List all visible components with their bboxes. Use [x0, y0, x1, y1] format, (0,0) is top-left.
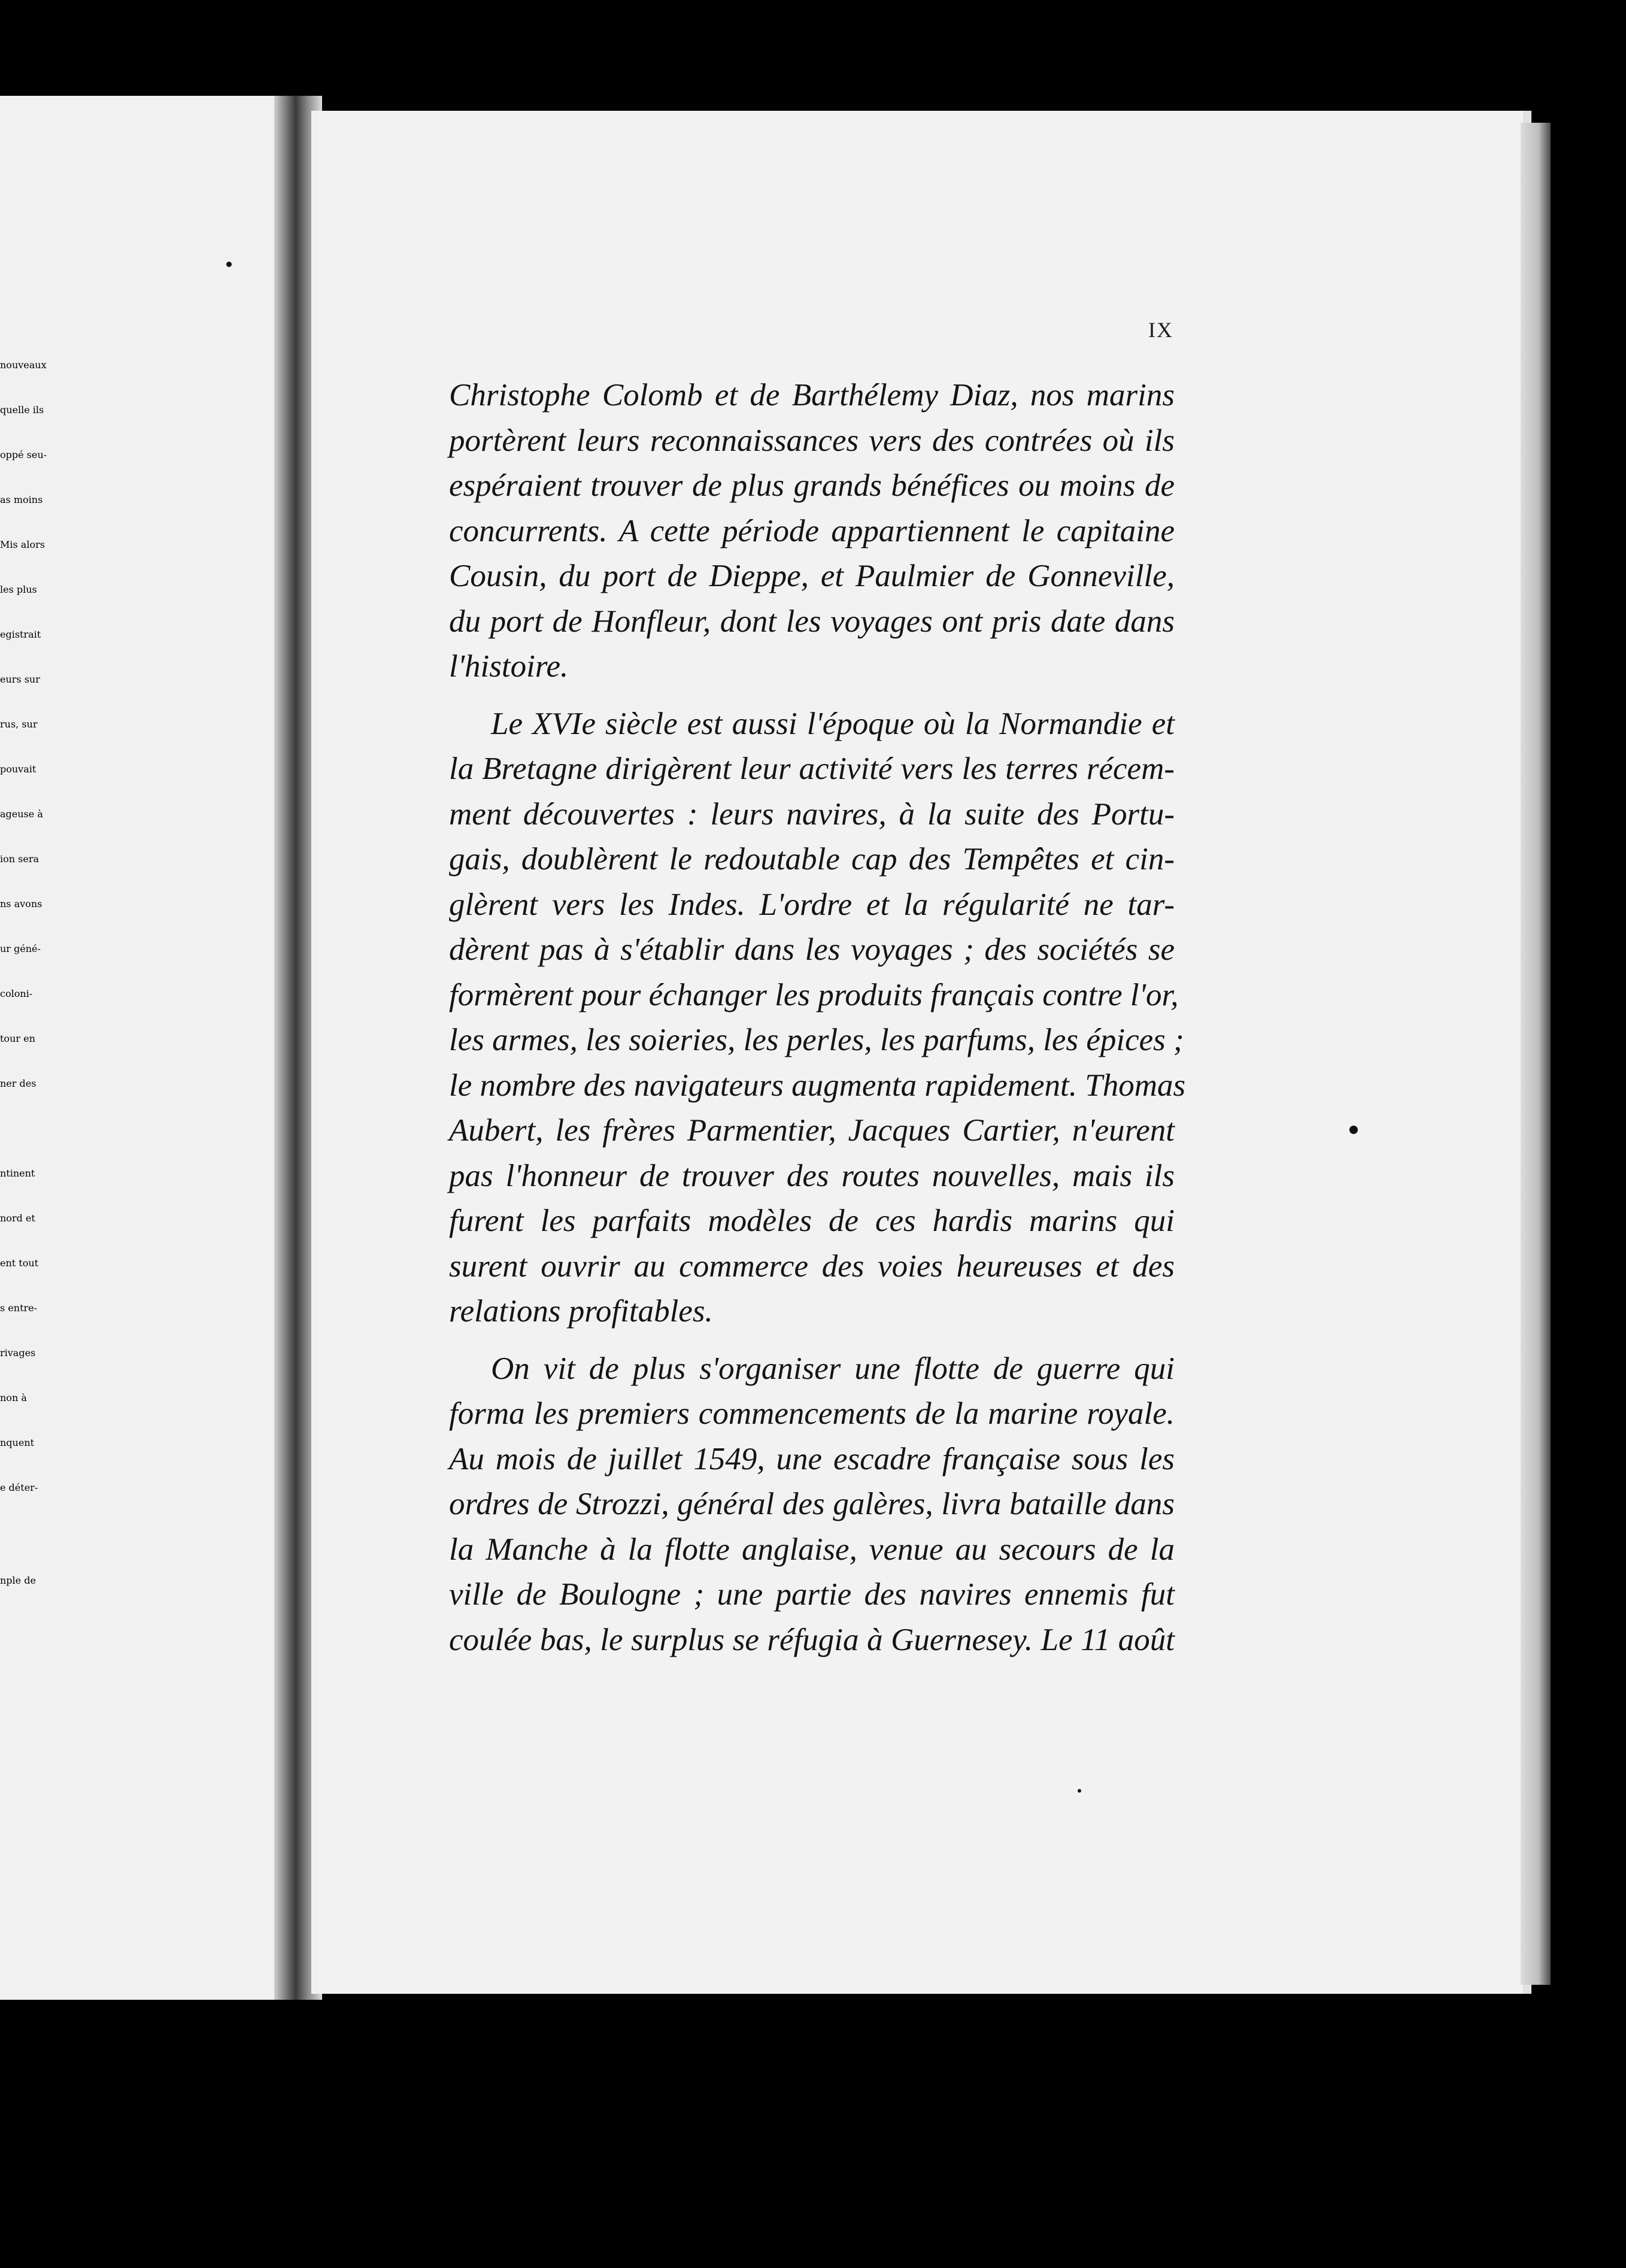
text-line: Au mois de juillet 1549, une escadre française sous les — [449, 1441, 1175, 1476]
left-text-line: pouvait — [0, 763, 37, 775]
left-page — [0, 96, 278, 2000]
left-text-line: nord et — [0, 1212, 35, 1224]
text-line: la Manche à la flotte anglaise, venue au secours de la — [449, 1532, 1175, 1567]
speck — [1349, 1126, 1358, 1134]
text-line: le nombre des navigateurs augmenta rapidement. Thomas — [449, 1068, 1186, 1103]
text-line: espéraient trouver de plus grands bénéfices ou moins de — [449, 468, 1175, 503]
text-line: l'histoire. — [449, 649, 569, 684]
left-text-line: nouveaux — [0, 359, 47, 371]
text-line: glèrent vers les Indes. L'ordre et la régularité ne tar- — [449, 887, 1175, 922]
left-text-line: ner des — [0, 1078, 37, 1089]
left-text-line: eurs sur — [0, 674, 40, 685]
text-line: portèrent leurs reconnaissances vers des contrées où ils — [449, 423, 1175, 458]
text-line: la Bretagne dirigèrent leur activité vers les terres récem- — [449, 751, 1175, 786]
text-line: pas l'honneur de trouver des routes nouvelles, mais ils — [449, 1158, 1175, 1193]
text-line: forma les premiers commencements de la marine royale. — [449, 1396, 1175, 1431]
text-line: relations profitables. — [449, 1294, 713, 1329]
left-text-line: Mis alors — [0, 539, 45, 550]
left-text-line: quelle ils — [0, 404, 44, 416]
left-text-line: nple de — [0, 1575, 36, 1586]
text-line: furent les parfaits modèles de ces hardis marins qui — [449, 1203, 1175, 1238]
text-line: du port de Honfleur, dont les voyages ont pris date dans — [449, 604, 1175, 639]
text-line: Le XVIe siècle est aussi l'époque où la Normandie et — [491, 706, 1175, 741]
text-line: Aubert, les frères Parmentier, Jacques Cartier, n'eurent — [449, 1113, 1175, 1148]
left-text-line: ur géné- — [0, 943, 41, 954]
page-edge — [1521, 123, 1551, 1985]
text-line: gais, doublèrent le redoutable cap des Tempêtes et cin- — [449, 842, 1175, 877]
left-text-line: les plus — [0, 584, 37, 595]
page-number: IX — [1148, 318, 1173, 342]
left-text-line: ageuse à — [0, 808, 43, 820]
left-text-line: as moins — [0, 494, 43, 505]
text-line: On vit de plus s'organiser une flotte de guerre qui — [491, 1351, 1175, 1386]
left-text-line: rus, sur — [0, 718, 38, 730]
text-line: concurrents. A cette période appartiennent le capitaine — [449, 513, 1175, 548]
left-text-line: ion sera — [0, 853, 40, 865]
text-line: Christophe Colomb et de Barthélemy Diaz, nos marins — [449, 378, 1175, 413]
left-text-line: ns avons — [0, 898, 43, 909]
text-line: Cousin, du port de Dieppe, et Paulmier de Gonneville, — [449, 559, 1175, 593]
left-text-line: oppé seu- — [0, 449, 47, 460]
left-text-line: coloni- — [0, 988, 33, 999]
left-text-line: ent tout — [0, 1257, 39, 1269]
left-text-line: non à — [0, 1392, 27, 1403]
left-text-line: s entre- — [0, 1302, 38, 1314]
left-text-line: egistrait — [0, 629, 41, 640]
text-line: coulée bas, le surplus se réfugia à Guernesey. Le 11 août — [449, 1622, 1175, 1657]
left-text-line: nquent — [0, 1437, 35, 1448]
text-line: ment découvertes : leurs navires, à la suite des Portu- — [449, 796, 1175, 832]
speck — [1078, 1789, 1081, 1793]
left-text-line: e déter- — [0, 1482, 38, 1493]
text-line: formèrent pour échanger les produits français contre l'or, — [449, 977, 1179, 1012]
left-text-line: rivages — [0, 1347, 36, 1359]
text-line: ville de Boulogne ; une partie des navires ennemis fut — [449, 1577, 1175, 1612]
left-text-line: ntinent — [0, 1168, 35, 1179]
text-line: surent ouvrir au commerce des voies heureuses et des — [449, 1248, 1175, 1284]
left-text-line: tour en — [0, 1033, 35, 1044]
text-line: ordres de Strozzi, général des galères, livra bataille dans — [449, 1487, 1175, 1521]
speck — [226, 262, 232, 267]
text-line: dèrent pas à s'établir dans les voyages ; des sociétés se — [449, 932, 1175, 967]
text-line: les armes, les soieries, les perles, les parfums, les épices ; — [449, 1023, 1184, 1057]
